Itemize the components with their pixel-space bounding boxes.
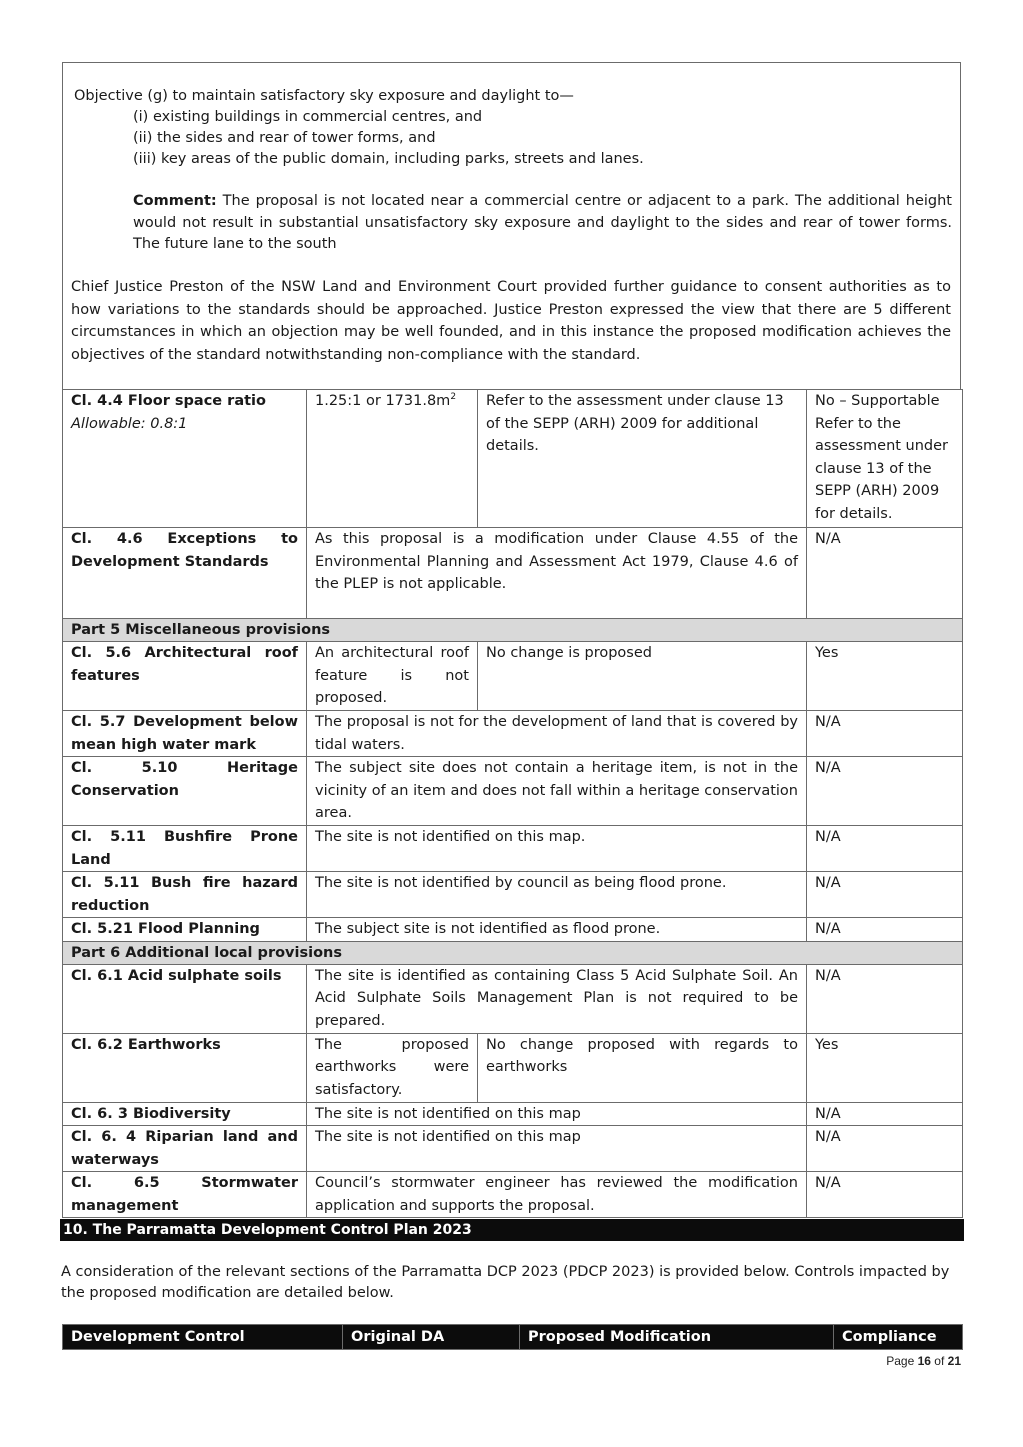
row-proposed: The proposed earthworks were satisfactory. bbox=[307, 1033, 478, 1102]
row-compliance: N/A bbox=[807, 757, 963, 826]
row-comment: Council’s stormwater engineer has reviewed the modification application and supports the proposal. bbox=[307, 1172, 807, 1218]
row-label: Cl. 5.7 Development below mean high water mark bbox=[63, 711, 307, 757]
table-row bbox=[63, 918, 963, 942]
fsr-comment: Refer to the assessment under clause 13 of the SEPP (ARH) 2009 for additional details. bbox=[478, 390, 807, 528]
column-header: Proposed Modification bbox=[520, 1325, 834, 1350]
column-header: Compliance bbox=[834, 1325, 963, 1350]
fsr-unit-sup: 2 bbox=[450, 392, 457, 403]
row-comment: As this proposal is a modification under Clause 4.55 of the Environmental Planning and Assessment Act 1979, Clause 4.6 of the PLEP is not applicable. bbox=[307, 528, 807, 619]
row-compliance: N/A bbox=[807, 1126, 963, 1172]
objective-item: (i) existing buildings in commercial centres, and bbox=[133, 109, 483, 125]
row-compliance: N/A bbox=[807, 1172, 963, 1218]
comment-text: The proposal is not located near a commercial centre or adjacent to a park. The additional height would not result in substantial unsatisfactory sky exposure and daylight to the sides and rear of tower forms. The future lane to the south bbox=[133, 193, 952, 252]
section-10-heading: 10. The Parramatta Development Control Plan 2023 bbox=[60, 1219, 964, 1241]
row-proposed: An architectural roof feature is not proposed. bbox=[307, 642, 478, 711]
row-comment: No change is proposed bbox=[478, 642, 807, 711]
row-compliance: N/A bbox=[807, 964, 963, 1033]
row-compliance: N/A bbox=[807, 918, 963, 942]
objective-box bbox=[62, 62, 961, 390]
dcp-table-header bbox=[62, 1324, 963, 1350]
guidance-paragraph: Chief Justice Preston of the NSW Land and Environment Court provided further guidance to consent authorities as to how variations to the standards should be approached. Justice Preston expressed the view that there are 5 different circumstances in which an objection may be well founded, and in this instance the proposed modification achieves the objectives of the standard notwithstanding non-compliance with the standard. bbox=[71, 279, 951, 363]
row-label: Cl. 5.6 Architectural roof features bbox=[63, 642, 307, 711]
row-label: Cl. 6.2 Earthworks bbox=[63, 1033, 307, 1102]
row-compliance: N/A bbox=[807, 826, 963, 872]
fsr-compliance: No – Supportable Refer to the assessment under clause 13 of the SEPP (ARH) 2009 for details. bbox=[807, 390, 963, 528]
row-compliance: Yes bbox=[807, 642, 963, 711]
row-label: Cl. 5.11 Bush fire hazard reduction bbox=[63, 872, 307, 918]
current-page: 16 bbox=[917, 1354, 931, 1368]
column-header: Original DA bbox=[343, 1325, 520, 1350]
part-5-heading: Part 5 Miscellaneous provisions bbox=[63, 619, 963, 642]
table-row bbox=[63, 642, 963, 711]
fsr-proposed-value: 1.25:1 or 1731.8m bbox=[315, 393, 451, 409]
row-label: Cl. 6. 3 Biodiversity bbox=[63, 1102, 307, 1126]
row-comment: The subject site does not contain a heritage item, is not in the vicinity of an item and does not fall within a heritage conservation area. bbox=[307, 757, 807, 826]
row-label: Cl. 6.5 Stormwater management bbox=[63, 1172, 307, 1218]
table-row bbox=[63, 872, 963, 918]
row-label: Cl. 5.21 Flood Planning bbox=[63, 918, 307, 942]
table-row bbox=[63, 826, 963, 872]
row-label bbox=[63, 390, 307, 528]
row-compliance: N/A bbox=[807, 1102, 963, 1126]
table-row bbox=[63, 964, 963, 1033]
objective-item: (ii) the sides and rear of tower forms, and bbox=[133, 130, 436, 146]
lep-compliance-table bbox=[62, 389, 963, 1218]
objective-item: (iii) key areas of the public domain, including parks, streets and lanes. bbox=[133, 151, 644, 167]
table-row bbox=[63, 757, 963, 826]
row-compliance: N/A bbox=[807, 872, 963, 918]
row-comment: The site is not identified by council as being flood prone. bbox=[307, 872, 807, 918]
column-header: Development Control bbox=[63, 1325, 343, 1350]
row-comment: The proposal is not for the development of land that is covered by tidal waters. bbox=[307, 711, 807, 757]
part-6-heading: Part 6 Additional local provisions bbox=[63, 941, 963, 964]
table-row bbox=[63, 711, 963, 757]
header-row bbox=[63, 1325, 963, 1350]
row-compliance: Yes bbox=[807, 1033, 963, 1102]
part-header-row bbox=[63, 619, 963, 642]
row-comment: The subject site is not identified as flood prone. bbox=[307, 918, 807, 942]
row-comment: The site is not identified on this map. bbox=[307, 826, 807, 872]
table-row bbox=[63, 1126, 963, 1172]
row-comment: The site is not identified on this map bbox=[307, 1102, 807, 1126]
row-comment: No change proposed with regards to earthworks bbox=[478, 1033, 807, 1102]
page-number bbox=[886, 1354, 961, 1368]
comment-label: Comment: bbox=[133, 193, 217, 209]
objective-comment bbox=[133, 191, 952, 256]
table-row bbox=[63, 1102, 963, 1126]
row-label: Cl. 6. 4 Riparian land and waterways bbox=[63, 1126, 307, 1172]
table-row bbox=[63, 390, 963, 528]
part-header-row bbox=[63, 941, 963, 964]
row-comment: The site is not identified on this map bbox=[307, 1126, 807, 1172]
row-compliance: N/A bbox=[807, 711, 963, 757]
table-row bbox=[63, 528, 963, 619]
row-label: Cl. 5.10 Heritage Conservation bbox=[63, 757, 307, 826]
table-row bbox=[63, 1172, 963, 1218]
row-comment: The site is identified as containing Class 5 Acid Sulphate Soil. An Acid Sulphate Soils Management Plan is not required to be prepared. bbox=[307, 964, 807, 1033]
row-label: Cl. 5.11 Bushfire Prone Land bbox=[63, 826, 307, 872]
fsr-label: Cl. 4.4 Floor space ratio bbox=[71, 393, 266, 409]
fsr-proposed bbox=[307, 390, 478, 528]
row-label: Cl. 4.6 Exceptions to Development Standards bbox=[63, 528, 307, 619]
total-pages: 21 bbox=[947, 1354, 961, 1368]
page-prefix: Page bbox=[886, 1354, 918, 1368]
objective-heading: Objective (g) to maintain satisfactory sky exposure and daylight to— bbox=[74, 88, 574, 104]
section-10-intro: A consideration of the relevant sections of the Parramatta DCP 2023 (PDCP 2023) is provided below. Controls impacted by the proposed modification are detailed below. bbox=[61, 1264, 950, 1301]
table-row bbox=[63, 1033, 963, 1102]
row-label: Cl. 6.1 Acid sulphate soils bbox=[63, 964, 307, 1033]
page-of: of bbox=[930, 1354, 948, 1368]
row-compliance: N/A bbox=[807, 528, 963, 619]
fsr-allowable: Allowable: 0.8:1 bbox=[71, 415, 188, 432]
